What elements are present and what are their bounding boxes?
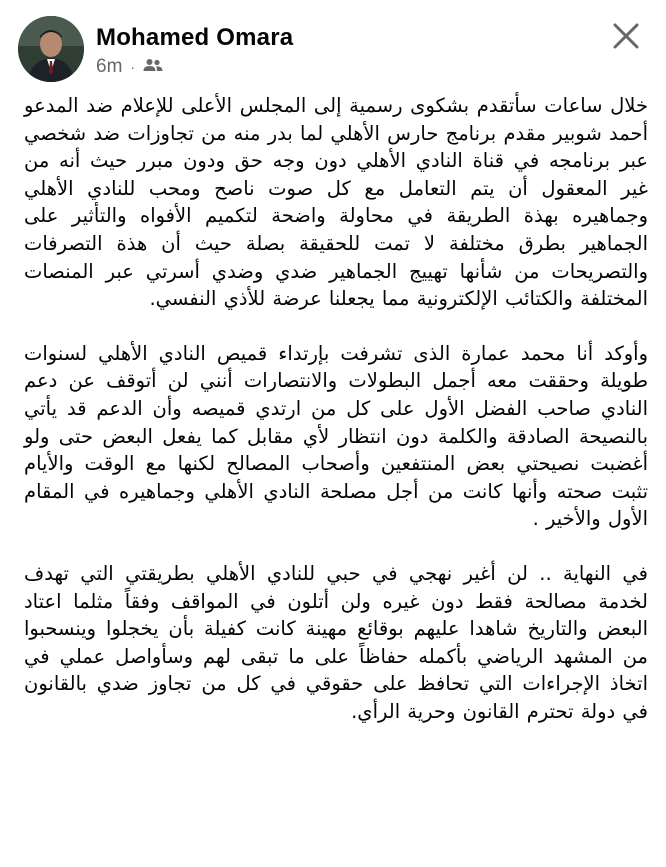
separator-dot: ·: [130, 59, 136, 75]
post-paragraph-1: خلال ساعات سأتقدم بشكوى رسمية إلى المجلس الأعلى للإعلام ضد المدعو أحمد شوبير مقدم برنامج حارس الأهلي لما بدر منه من تجاوزات ضد شخصي عبر برنامجه في قناة النادي الأهلي دون وجه حق ودون مبرر حيث أنه من غير المعقول أن يتم التعامل مع كل صوت ناصح ومحب للنادي الأهلي وجماهيره بهذة الطريقة في محاولة واضحة لتكميم الأفواه والتأثير على الجماهير بطرق مختلفة لا تمت للحقيقة بصلة حيث أن هذة التصرفات والتصريحات من شأنها تهييج الجماهير ضدي وضدي أسرتي عبر المنصات المختلفة والكتائب الإلكترونية مما يجعلنا عرضة للأذي النفسي.: [24, 94, 648, 311]
avatar[interactable]: [18, 16, 84, 82]
post-meta: [96, 56, 163, 78]
post-time[interactable]: 6m: [96, 56, 123, 77]
friends-icon[interactable]: [143, 56, 163, 78]
profile-photo: [18, 16, 84, 82]
close-button[interactable]: [608, 18, 644, 54]
post-paragraph-3: في النهاية .. لن أغير نهجي في حبي للنادي الأهلي بطريقتي التي تهدف لخدمة مصالحة فقط دون غيره ولن أتلون في المواقف وفقاً مثلما اعتاد البعض والتاريخ شاهدا عليهم بوقائع مهينة كانت كفيلة بأن يخجلوا وينسحبوا من المشهد الرياضي بأكمله حفاظاً على ما تبقى لهم وسأواصل عملي في اتخاذ الإجراءات التي تحافظ على حقوقي في كل من تجاوز ضدي بالقانون في دولة تحترم القانون وحرية الرأي.: [24, 561, 648, 723]
author-name[interactable]: Mohamed Omara: [96, 24, 294, 51]
post-header: [0, 0, 666, 92]
close-icon: [608, 18, 644, 54]
post-paragraph-2: وأوكد أنا محمد عمارة الذى تشرفت بإرتداء قميص النادي الأهلي لسنوات طويلة وحققت معه أجمل البطولات والانتصارات أنني لن أتوقف عن دعم النادي صاحب الفضل الأول على كل من ارتدي قميصه وأن الدعم قد يأتي بالنصيحة الصادقة والكلمة دون انتظار لأي مقابل كما يفعل البعض حتى ولو أغضبت نصيحتي بعض المنتفعين وأصحاب المصالح لكنها مع الوقت والأيام تثبت صحته وأنها كانت من أجل مصلحة النادي الأهلي وجماهيره في المقام الأول والأخير .: [24, 341, 648, 531]
post-body: [0, 92, 666, 725]
